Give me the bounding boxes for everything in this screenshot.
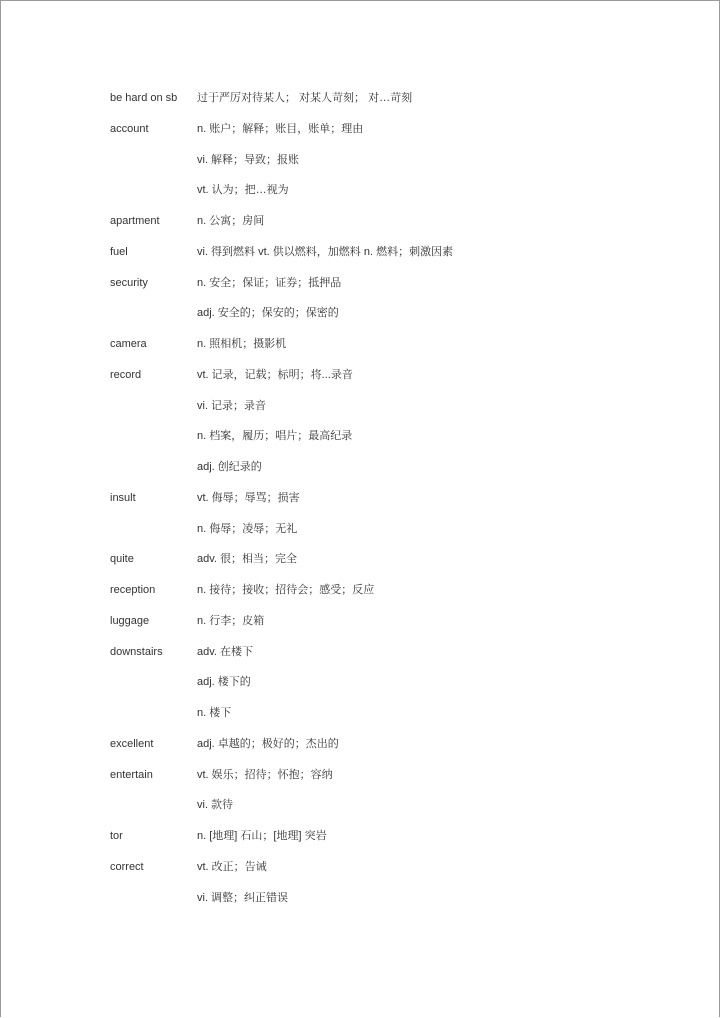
- vocab-row: [1, 87, 720, 118]
- vocab-row: [1, 887, 720, 918]
- vocab-word: entertain: [110, 768, 153, 781]
- vocab-row: [1, 794, 720, 825]
- vocab-definition: vt. 认为；把…视为: [197, 184, 289, 197]
- vocab-row: [1, 548, 720, 579]
- vocab-row: [1, 610, 720, 641]
- vocab-row: [1, 425, 720, 456]
- vocab-definition: n. 账户；解释；账目，账单；理由: [197, 122, 364, 135]
- vocab-row: [1, 487, 720, 518]
- vocab-definition: vi. 得到燃料 vt. 供以燃料，加燃料 n. 燃料；刺激因素: [197, 245, 454, 258]
- vocab-row: [1, 333, 720, 364]
- vocab-definition: adv. 在楼下: [197, 645, 254, 658]
- vocab-word: luggage: [110, 614, 150, 627]
- vocab-definition: n. 档案，履历；唱片；最高纪录: [197, 430, 353, 443]
- vocab-word: tor: [110, 830, 123, 842]
- vocab-definition: n. 行李；皮箱: [197, 614, 265, 627]
- vocab-word: correct: [110, 860, 144, 873]
- vocab-definition: adv. 很；相当；完全: [197, 553, 298, 566]
- vocab-word: downstairs: [110, 645, 163, 658]
- vocab-row: [1, 149, 720, 180]
- vocab-row: [1, 210, 720, 241]
- vocab-row: [1, 395, 720, 426]
- vocab-word: excellent: [110, 737, 154, 750]
- vocab-definition: n. 楼下: [197, 707, 232, 719]
- vocab-definition: n. 安全；保证；证券；抵押品: [197, 276, 342, 289]
- vocab-definition: n. 照相机；摄影机: [197, 338, 287, 350]
- vocab-definition: vi. 调整；纠正错误: [197, 891, 289, 904]
- vocab-definition: vi. 款待: [197, 799, 234, 812]
- vocab-row: [1, 702, 720, 733]
- vocab-definition: n. 侮辱；凌辱；无礼: [197, 522, 298, 535]
- vocab-row: [1, 856, 720, 887]
- vocab-word: fuel: [110, 245, 128, 258]
- vocab-word: quite: [110, 553, 134, 566]
- vocab-row: [1, 179, 720, 210]
- vocab-definition: vi. 解释；导致；报账: [197, 153, 300, 166]
- vocab-definition: vt. 记录，记载；标明；将...录音: [197, 368, 353, 381]
- vocab-row: [1, 118, 720, 149]
- vocab-row: [1, 302, 720, 333]
- vocab-word: camera: [110, 338, 147, 350]
- vocab-definition: vt. 改正；告诫: [197, 860, 267, 873]
- vocab-row: [1, 518, 720, 549]
- vocab-row: [1, 241, 720, 272]
- vocab-definition: adj. 卓越的；极好的；杰出的: [197, 737, 339, 750]
- vocab-row: [1, 641, 720, 672]
- vocab-definition: vt. 娱乐；招待；怀抱；容纳: [197, 768, 333, 781]
- vocab-row: [1, 825, 720, 856]
- vocab-word: insult: [110, 491, 136, 504]
- vocabulary-list: [1, 87, 720, 917]
- vocab-word: apartment: [110, 215, 160, 227]
- vocab-definition: adj. 安全的；保安的；保密的: [197, 307, 339, 320]
- vocab-row: [1, 671, 720, 702]
- vocab-definition: vt. 侮辱；辱骂；损害: [197, 491, 300, 504]
- vocab-word: record: [110, 368, 142, 381]
- vocab-definition: vi. 记录；录音: [197, 399, 267, 412]
- vocab-definition: adj. 楼下的: [197, 676, 251, 689]
- vocab-definition: n. 公寓；房间: [197, 215, 265, 227]
- vocab-definition: 过于严厉对待某人； 对某人苛刻； 对…苛刻: [197, 92, 413, 104]
- vocab-row: [1, 733, 720, 764]
- vocab-row: [1, 764, 720, 795]
- vocab-row: [1, 364, 720, 395]
- vocab-row: [1, 272, 720, 303]
- vocab-word: reception: [110, 584, 156, 596]
- vocab-word: security: [110, 276, 148, 289]
- vocab-word: account: [110, 122, 149, 135]
- vocab-definition: adj. 创纪录的: [197, 461, 262, 473]
- vocab-row: [1, 579, 720, 610]
- vocab-row: [1, 456, 720, 487]
- vocab-definition: n. 接待；接收；招待会；感受；反应: [197, 584, 375, 596]
- vocab-word: be hard on sb: [110, 92, 178, 104]
- vocab-definition: n. [地理] 石山；[地理] 突岩: [197, 830, 327, 842]
